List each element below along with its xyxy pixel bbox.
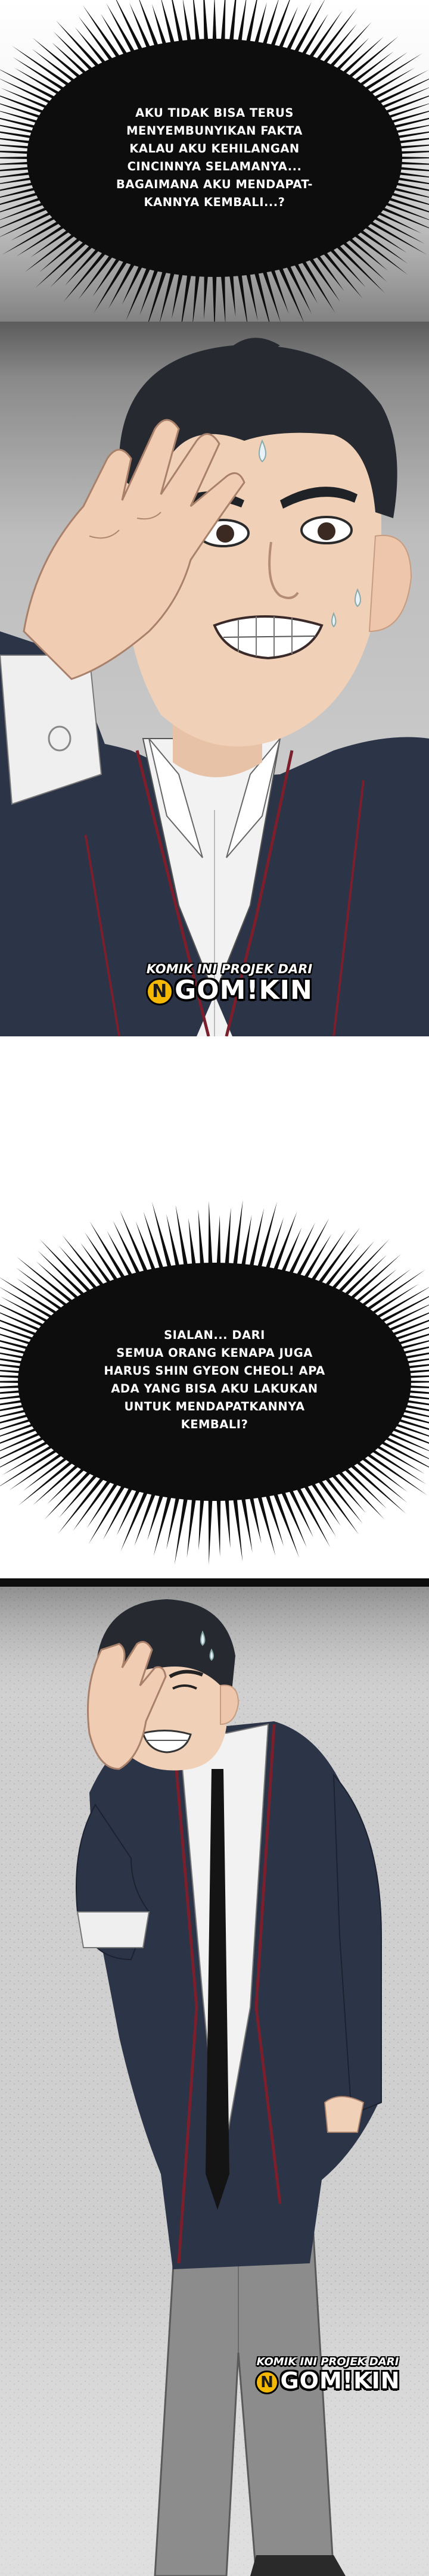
bubble-line: ADA YANG BISA AKU LAKUKAN: [111, 1382, 318, 1396]
panel-3-thought: [0, 1185, 429, 1578]
ngomikin-logo-icon: N: [146, 978, 173, 1005]
panel-2-closeup: [0, 322, 429, 1036]
credit-brand: [229, 2368, 426, 2394]
bubble-line: UNTUK MENDAPATKANNYA: [124, 1400, 305, 1413]
credit-badge-1: [110, 962, 349, 1005]
bubble-line: KEMBALI?: [181, 1418, 248, 1431]
credit-top-text: KOMIK INI PROJEK DARI: [256, 2356, 399, 2368]
bubble-line: BAGAIMANA AKU MENDAPAT-: [116, 177, 313, 191]
panel-4-fullbody: [0, 1578, 429, 2576]
credit-brand-text: GOM!KIN: [280, 2368, 400, 2394]
credit-badge-2: [229, 2356, 426, 2394]
bubble-line: KANNYA KEMBALI...?: [144, 195, 285, 209]
credit-brand-text: GOM!KIN: [175, 975, 313, 1005]
panel-2-art: [0, 322, 429, 1036]
panel-4-art: [0, 1578, 429, 2576]
bubble-1-text: [95, 104, 334, 211]
credit-brand: [110, 976, 349, 1005]
bubble-line: AKU TIDAK BISA TERUS: [135, 106, 294, 120]
bubble-line: SIALAN... DARI: [164, 1328, 265, 1342]
bubble-line: KALAU AKU KEHILANGAN: [129, 142, 300, 155]
bubble-line: SEMUA ORANG KENAPA JUGA: [116, 1346, 313, 1360]
bubble-line: CINCINNYA SELAMANYA...: [127, 160, 302, 173]
ngomikin-logo-icon: N: [255, 2371, 279, 2394]
bubble-line: MENYEMBUNYIKAN FAKTA: [126, 124, 303, 138]
bubble-line: HARUS SHIN GYEON CHEOL! APA: [104, 1364, 325, 1378]
bubble-2-text: [60, 1326, 369, 1434]
credit-top-text: KOMIK INI PROJEK DARI: [146, 962, 313, 976]
